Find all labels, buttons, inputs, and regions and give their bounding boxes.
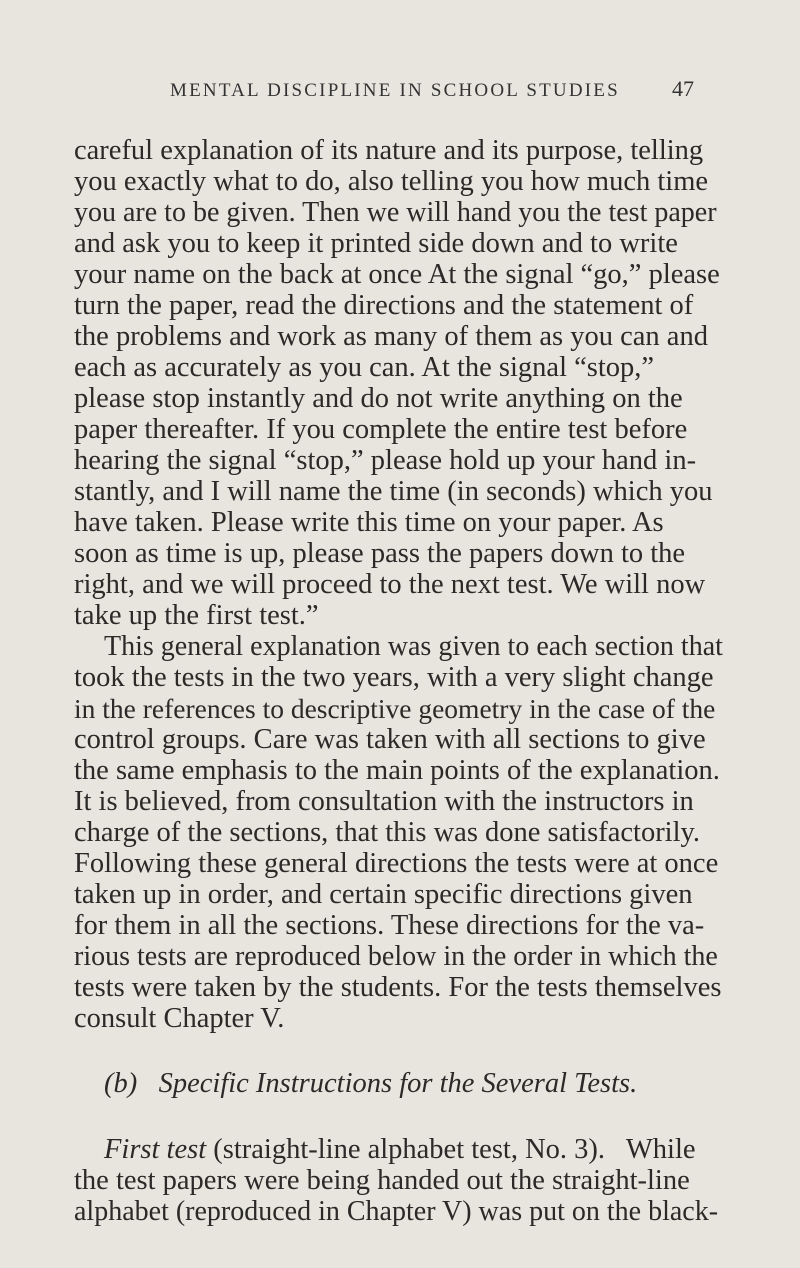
text-line: for them in all the sections. These directions for the va- (74, 910, 705, 941)
text-line: charge of the sections, that this was done satisfactorily. (74, 817, 701, 848)
text-line: control groups. Care was taken with all sections to give (74, 724, 706, 755)
text-line: your name on the back at once At the signal “go,” please (74, 259, 720, 290)
text-line: consult Chapter V. (74, 1003, 285, 1034)
text-line: have taken. Please write this time on your paper. As (74, 507, 664, 538)
text-line: taken up in order, and certain specific directions given (74, 879, 693, 910)
text-line: rious tests are reproduced below in the order in which the (74, 941, 718, 972)
first-test-lead: First test (104, 1134, 207, 1165)
text-line: in the references to descriptive geometry in the case of the (74, 693, 716, 724)
text-line: hearing the signal “stop,” please hold up your hand in- (74, 445, 697, 476)
text-line: take up the first test.” (74, 600, 319, 631)
text-line: alphabet (reproduced in Chapter V) was put on the black- (74, 1196, 719, 1227)
text-line: Following these general directions the tests were at once (74, 848, 719, 879)
text-line: right, and we will proceed to the next test. We will now (74, 569, 706, 600)
text-line: and ask you to keep it printed side down and to write (74, 228, 678, 259)
text-line: stantly, and I will name the time (in seconds) which you (74, 476, 713, 507)
text-line: First test (straight-line alphabet test, No. 3). While (104, 1134, 696, 1165)
text-line: paper thereafter. If you complete the entire test before (74, 414, 688, 445)
text-line: you exactly what to do, also telling you how much time (74, 166, 709, 197)
text-line: please stop instantly and do not write anything on the (74, 383, 683, 414)
text-line: the problems and work as many of them as you can and (74, 321, 708, 352)
section-subheading: (b) Specific Instructions for the Several Tests. (104, 1068, 638, 1099)
running-head: MENTAL DISCIPLINE IN SCHOOL STUDIES (170, 80, 620, 101)
text-line: tests were taken by the students. For the tests themselves (74, 972, 722, 1003)
text-line: careful explanation of its nature and its purpose, telling (74, 135, 704, 166)
page-number: 47 (672, 76, 694, 101)
text-line: turn the paper, read the directions and the statement of (74, 290, 694, 321)
text-line: the same emphasis to the main points of the explanation. (74, 755, 720, 786)
text-line: the test papers were being handed out the straight-line (74, 1165, 690, 1196)
text-line: you are to be given. Then we will hand you the test paper (74, 197, 717, 228)
text-line: soon as time is up, please pass the papers down to the (74, 538, 686, 569)
text-line: took the tests in the two years, with a very slight change (74, 662, 714, 693)
text-line: each as accurately as you can. At the signal “stop,” (74, 352, 655, 383)
text-line: It is believed, from consultation with the instructors in (74, 786, 694, 817)
text-line: This general explanation was given to each section that (104, 631, 723, 662)
